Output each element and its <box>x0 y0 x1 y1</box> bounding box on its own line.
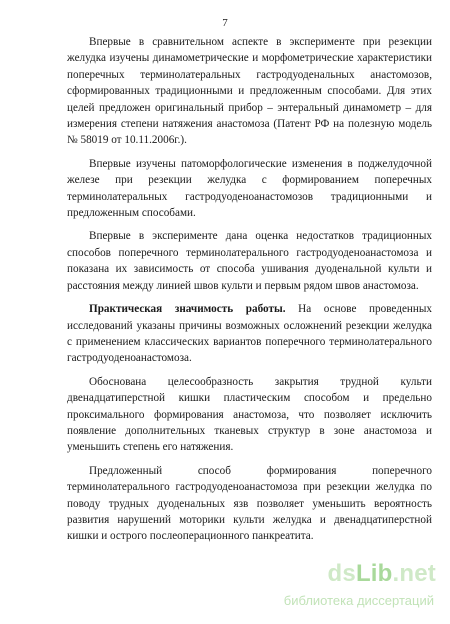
dslib-watermark <box>236 560 436 614</box>
logo-part-net: .net <box>392 560 436 587</box>
page-number: 7 <box>222 17 228 29</box>
practical-significance-paragraph <box>67 301 432 367</box>
practical-significance-text: На основе проведенных исследований указаны причины возможных осложнений резекции желудка с применением классических вариантов поперечного терминолатерального гастродуоденоанастомоза. <box>67 303 432 365</box>
logo-part-ds: ds <box>327 560 356 587</box>
watermark-subtitle: библиотека диссертаций <box>283 593 434 608</box>
paragraph-6: Предложенный способ формирования поперечного терминолатерального гастродуоденоанастомоза при резекции желудка по поводу трудных дуоденальных язв позволяет уменьшить вероятность развития нарушений моторики культи желудка и двенадцатиперстной кишки и острого послеоперационного панкреатита. <box>67 464 432 543</box>
practical-significance-heading: Практическая значимость работы. <box>89 303 286 316</box>
paragraph-5: Обоснована целесообразность закрытия трудной культи двенадцатиперстной кишки пластическим способом и предельно проксимального формирования анастомоза, что позволяет исключить появление дополнительных тканевых структур в зоне анастомоза и уменьшить степень его натяжения. <box>67 375 432 454</box>
dslib-logo <box>328 560 436 588</box>
paragraph-1: Впервые в сравнительном аспекте в эксперименте при резекции желудка изучены динамометрические и морфометрические характеристики поперечных терминолатеральных гастродуоденальных анастомозов, сформированных традиционными и предложенным способами. Для этих целей предложен оригинальный прибор – энтеральный динамометр – для измерения степени натяжения анастомоза (Патент РФ на полезную модель № 58019 от 10.11.2006г.). <box>67 36 432 147</box>
paragraph-3: Впервые в эксперименте дана оценка недостатков традиционных способов поперечного терминолатерального гастродуоденоанастомоза и показана их зависимость от способа ушивания дуоденальной культи и расстояния между линией швов культи и первым рядом швов анастомоза. <box>67 230 432 292</box>
logo-part-lib: Lib <box>355 560 393 587</box>
paragraph-2: Впервые изучены патоморфологические изменения в поджелудочной железе при резекции желудка с формированием поперечных терминолатеральных гастродуоденоанастомозов традиционными и предложенным способами. <box>67 157 432 220</box>
document-body <box>67 34 432 552</box>
